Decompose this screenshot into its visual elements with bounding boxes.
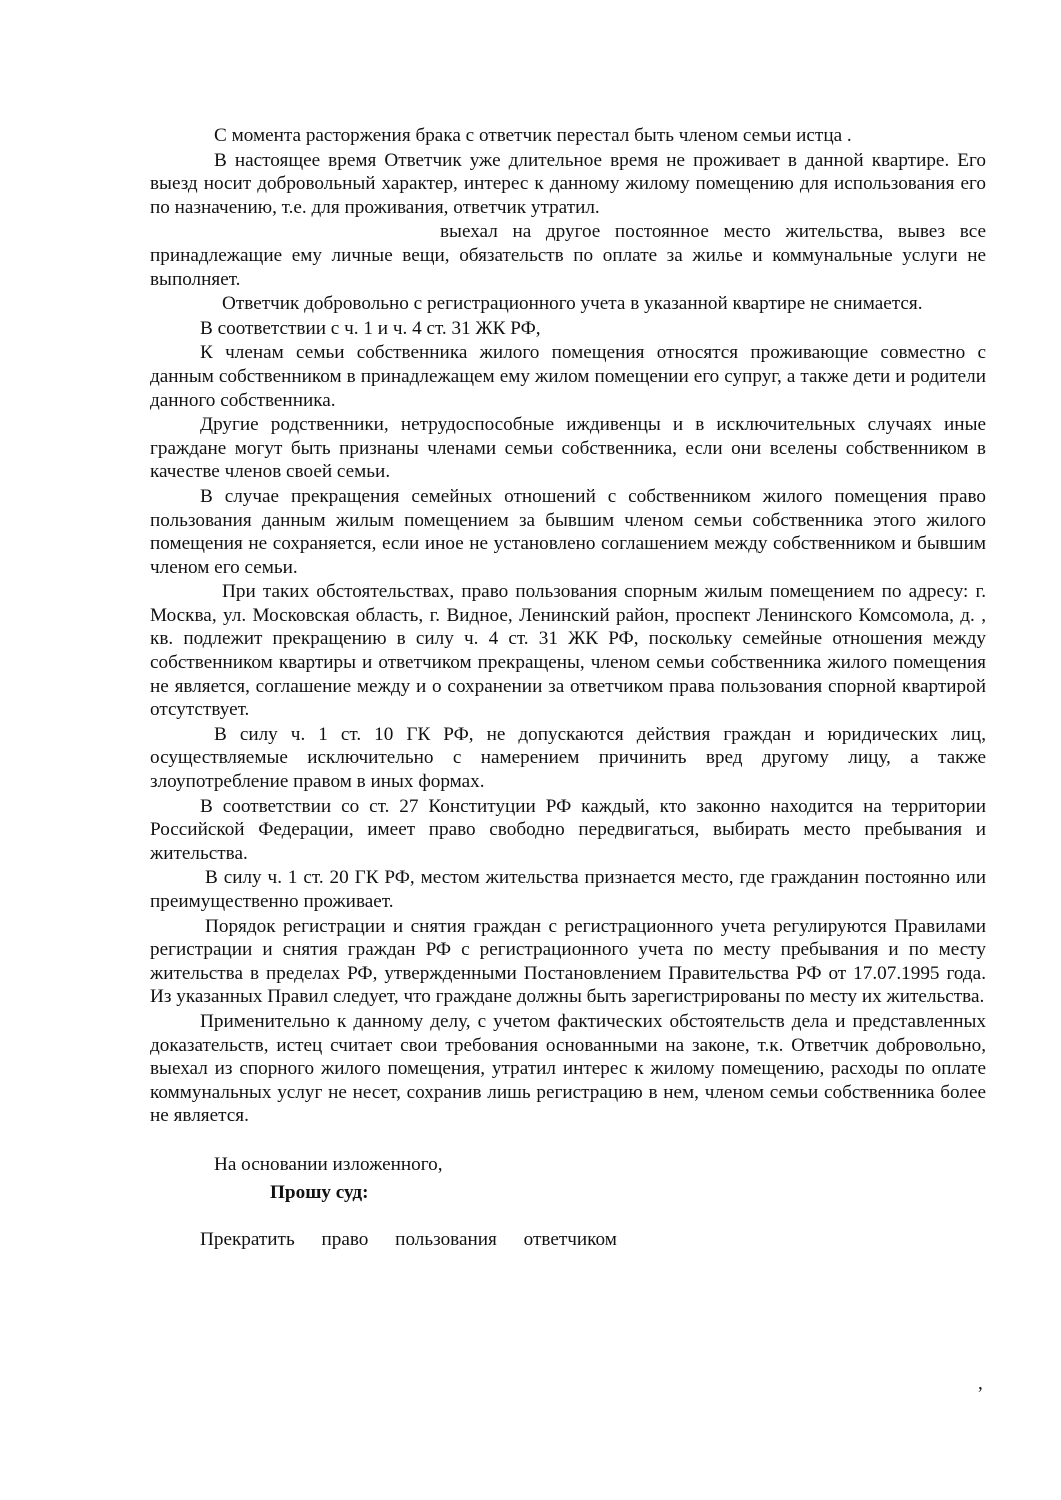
request-heading: Прошу суд:	[270, 1181, 369, 1203]
request-line: Прекратить право пользования ответчиком	[200, 1229, 617, 1251]
paragraph-not-residing: В настоящее время Ответчик уже длительное время не проживает в данной квартире. Его выезд носит добровольный характер, интерес к данному жилому помещению для использования его по назначению, т.е. для проживания, ответчик утратил.	[150, 149, 986, 218]
paragraph-not-deregistered: Ответчик добровольно с регистрационного учета в указанной квартире не снимается.	[222, 293, 923, 315]
paragraph-application: Применительно к данному делу, с учетом фактических обстоятельств дела и представленных доказательств, истец считает свои требования основанными на законе, т.к. Ответчик добровольно, выехал из спорного жилого помещения, утратил интерес к жилому помещению, расходы по оплате коммунальных услуг не несет, сохранив лишь регистрацию в нем, членом семьи собственника более не является.	[150, 1010, 986, 1127]
paragraph-other-relatives: Другие родственники, нетрудоспособные иждивенцы и в исключительных случаях иные граждане могут быть признаны членами семьи собственника, если они вселены собственником в качестве членов своей семьи.	[150, 414, 986, 483]
document-body	[150, 124, 986, 1253]
paragraph-legal-basis: В соответствии с ч. 1 и ч. 4 ст. 31 ЖК РФ,	[200, 317, 541, 339]
paragraph-circumstances: При таких обстоятельствах, право пользования спорным жилым помещением по адресу: г. Москва, ул. Московская область, г. Видное, Ленинский район, проспект Ленинского Комсомола, д. , кв. подлежит прекращению в силу ч. 4 ст. 31 ЖК РФ, поскольку семейные отношения между собственником квартиры и ответчиком прекращены, членом семьи собственника жилого помещения не является, соглашение между и о сохранении за ответчиком права пользования спорной квартирой отсутствует.	[150, 581, 986, 721]
closing-line: На основании изложенного,	[214, 1153, 443, 1175]
paragraph-registration-rules: Порядок регистрации и снятия граждан с регистрационного учета регулируются Правилами регистрации и снятия граждан РФ с регистрационного учета по месту пребывания и по месту жительства в пределах РФ, утвержденными Постановлением Правительства РФ от 17.07.1995 года. Из указанных Правил следует, что граждане должны быть зарегистрированы по месту их жительства.	[150, 915, 986, 1008]
trailing-comma: ,	[978, 1373, 983, 1394]
paragraph-family-members: К членам семьи собственника жилого помещения относятся проживающие совместно с данным собственником в принадлежащем ему жилом помещении его супруг, а также дети и родители данного собственника.	[150, 342, 986, 411]
paragraph-divorce: С момента расторжения брака с ответчик перестал быть членом семьи истца .	[214, 125, 852, 146]
paragraph-civil-code-20: В силу ч. 1 ст. 20 ГК РФ, местом жительства признается место, где гражданин постоянно или преимущественно проживает.	[150, 867, 986, 912]
paragraph-civil-code-10: В силу ч. 1 ст. 10 ГК РФ, не допускаются действия граждан и юридических лиц, осуществляемые исключительно с намерением причинить вред другому лицу, а также злоупотребление правом в иных формах.	[150, 723, 986, 793]
paragraph-termination: В случае прекращения семейных отношений с собственником жилого помещения право пользования данным жилым помещением за бывшим членом семьи собственника этого жилого помещения не сохраняется, если иное не установлено соглашением между собственником и бывшим членом его семьи.	[150, 485, 986, 578]
paragraph-constitution-27: В соответствии со ст. 27 Конституции РФ каждый, кто законно находится на территории Российской Федерации, имеет право свободно передвигаться, выбирать место пребывания и жительства.	[150, 795, 986, 864]
spacer	[150, 1129, 986, 1153]
paragraph-moved-out: выехал на другое постоянное место жительства, вывез все принадлежащие ему личные вещи, обязательств по оплате за жилье и коммунальные услуги не выполняет.	[150, 221, 986, 290]
